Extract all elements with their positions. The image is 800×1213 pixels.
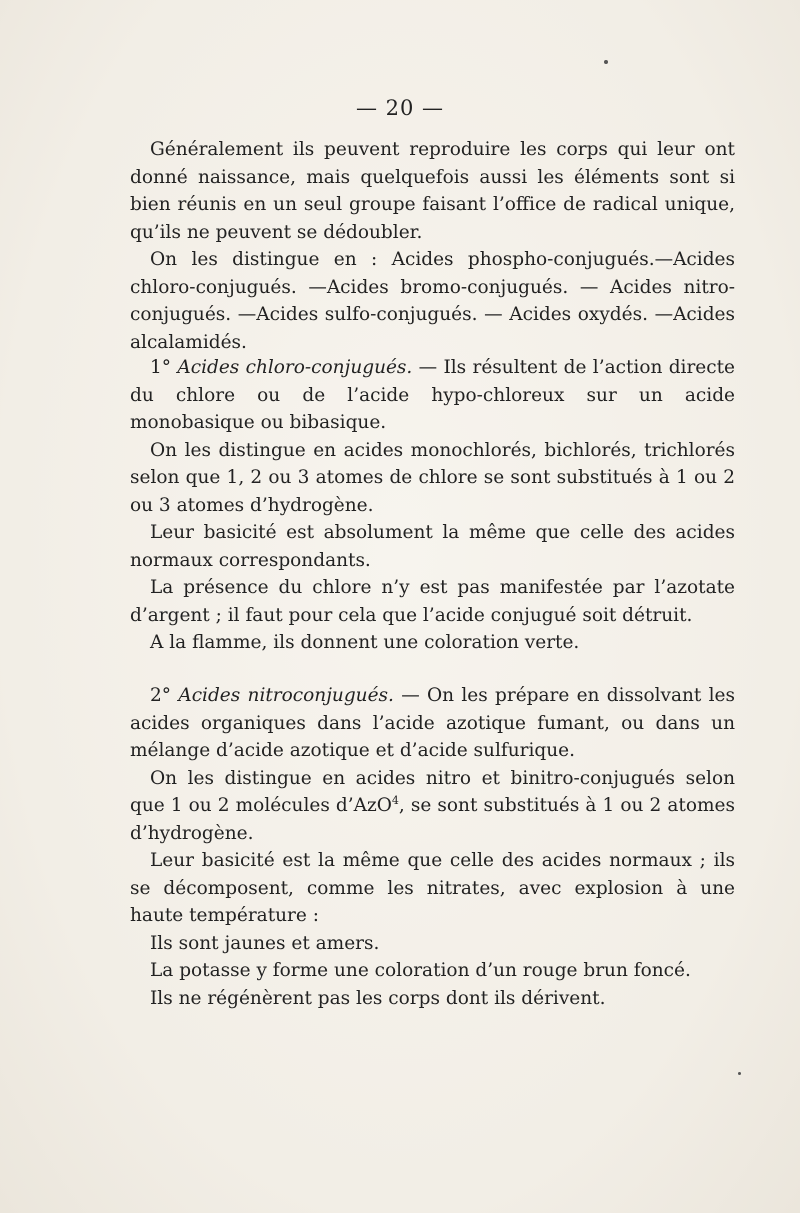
ink-speck xyxy=(604,60,608,64)
page-number: — 20 — xyxy=(355,96,445,120)
section-nitroconjugues xyxy=(130,682,735,1012)
section-2-intro-text: — On les prépare en dissolvant les acides organiques dans l’acide azotique fumant, ou dans un mélange d’acide azotique et d’acide sulfurique. xyxy=(130,685,736,761)
section-1-paragraph: La présence du chlore n’y est pas manifestée par l’azotate d’argent ; il faut pour cela que l’acide conjugué soit détruit. xyxy=(130,577,735,626)
section-2-number: 2° xyxy=(150,685,172,706)
section-2-intro xyxy=(130,682,735,765)
section-2-formula-paragraph xyxy=(130,765,735,848)
section-2-paragraph: Leur basicité est la même que celle des acides normaux ; ils se décomposent, comme les nitrates, avec explosion à une haute température : xyxy=(130,850,735,926)
section-2-paragraph: Ils ne régénèrent pas les corps dont ils dérivent. xyxy=(150,987,606,1009)
intro-section xyxy=(130,136,735,356)
section-1-paragraph: Leur basicité est absolument la même que celle des acides normaux correspondants. xyxy=(130,522,735,571)
section-2-paragraph: La potasse y forme une coloration d’un rouge brun foncé. xyxy=(150,960,691,981)
classification-paragraph: On les distingue en : Acides phospho-conjugués.—Acides chloro-conjugués. —Acides bromo-conjugués. — Acides nitro-conjugués. —Acides sulfo-conjugués. — Acides oxydés. —Acides alcalamidés. xyxy=(130,249,735,353)
section-2-paragraph: Ils sont jaunes et amers. xyxy=(150,932,380,954)
section-1-intro xyxy=(130,354,735,437)
section-1-paragraph: A la flamme, ils donnent une coloration verte. xyxy=(150,632,580,653)
section-1-title: Acides chloro-conjugués. xyxy=(177,357,413,378)
section-1-intro-text: — Ils résultent de l’action directe du chlore ou de l’acide hypo-chloreux sur un acide monobasique ou bibasique. xyxy=(130,357,735,433)
section-chloro-conjugues xyxy=(130,354,735,657)
formula-text-after: , se sont substitués à 1 ou 2 atomes d’hydrogène. xyxy=(130,795,735,844)
formula-superscript: 4 xyxy=(391,793,399,807)
section-2-title: Acides nitroconjugués. xyxy=(178,685,394,706)
section-1-number: 1° xyxy=(150,357,172,378)
ink-speck xyxy=(738,1072,741,1075)
formula-text-before: On les distingue en acides nitro et binitro-conjugués selon que 1 ou 2 molécules d’AzO xyxy=(130,767,735,816)
section-1-paragraph: On les distingue en acides monochlorés, bichlorés, trichlorés selon que 1, 2 ou 3 atomes de chlore se sont substitués à 1 ou 2 ou 3 atomes d’hydrogène. xyxy=(130,439,735,516)
intro-paragraph: Généralement ils peuvent reproduire les corps qui leur ont donné naissance, mais quelquefois aussi les éléments sont si bien réunis en un seul groupe faisant l’office de radical unique, qu’ils ne peuvent se dédoubler. xyxy=(130,139,735,243)
